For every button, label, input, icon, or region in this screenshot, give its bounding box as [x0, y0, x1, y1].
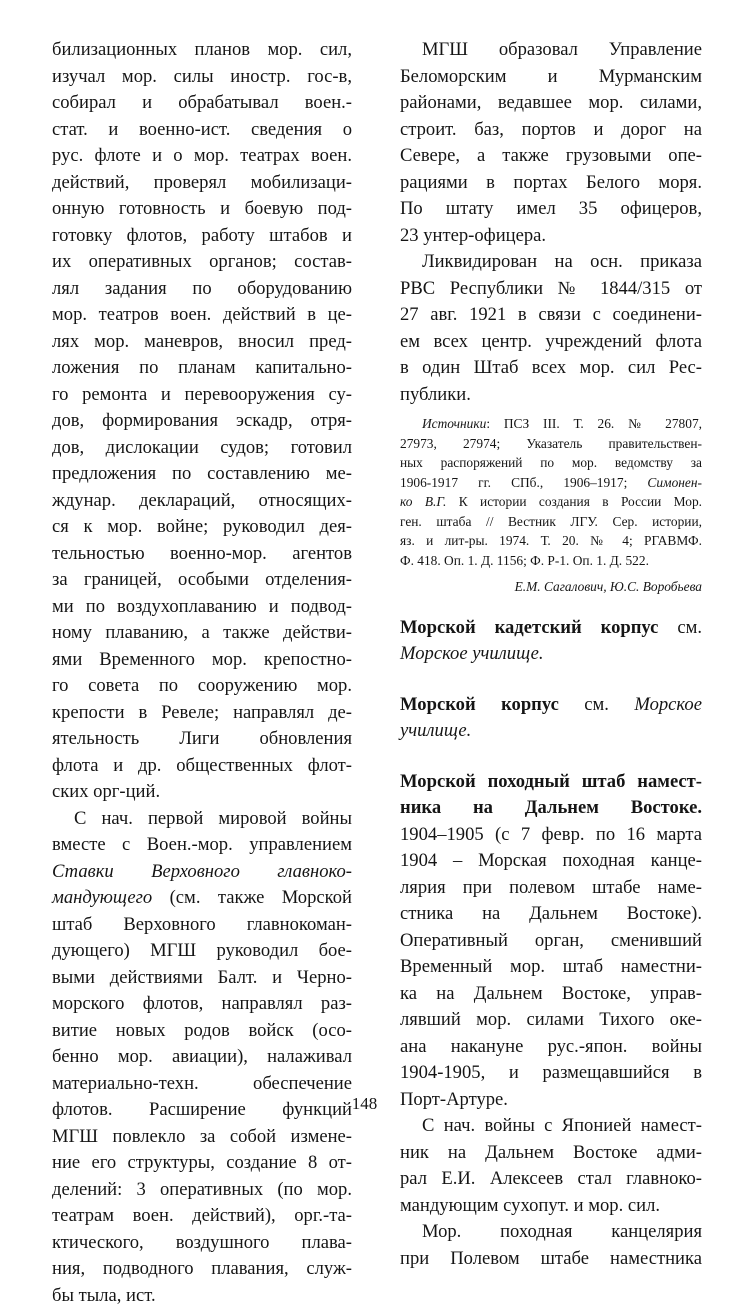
text-line: Порт-Артуре.: [400, 1087, 702, 1114]
text-line: дующего) МГШ руководил бое-: [52, 938, 352, 965]
text-line: По штату имел 35 офицеров,: [400, 196, 702, 223]
text-line: морского флотов, направлял раз-: [52, 991, 352, 1018]
text-line: ка на Дальнем Востоке, управ-: [400, 981, 702, 1008]
entry-title-line: Морской походный штаб намест-: [400, 769, 702, 796]
text-line: ем всех центр. учреждений флота: [400, 329, 702, 356]
text-line: ана накануне рус.-япон. войны: [400, 1034, 702, 1061]
entry-naval-corps: Морской корпус см. Морское: [400, 692, 702, 719]
text-line: ями Временного мор. крепостно-: [52, 647, 352, 674]
left-column: [52, 37, 352, 1309]
text-line: флотов. Расширение функций: [52, 1097, 352, 1124]
text-line: 1904 – Морская походная канце-: [400, 848, 702, 875]
text-line: ктического, воздушного плава-: [52, 1230, 352, 1257]
entry-cross-reference: училище.: [400, 718, 702, 745]
entry-title: Морской корпус: [400, 694, 559, 715]
text-line: ся к мор. войне; руководил дея-: [52, 514, 352, 541]
text-line: ник на Дальнем Востоке адми-: [400, 1140, 702, 1167]
text-line: 1904–1905 (с 7 февр. по 16 марта: [400, 822, 702, 849]
text-line: онную готовность и боевую под-: [52, 196, 352, 223]
text-line: ложения по планам капитально-: [52, 355, 352, 382]
text-line: тельностью военно-мор. агентов: [52, 541, 352, 568]
text-line: мор. театров воен. действий в це-: [52, 302, 352, 329]
text-line: стат. и военно-ист. сведения о: [52, 117, 352, 144]
text-line: С нач. первой мировой войны: [52, 806, 352, 833]
text-line: дов, формирования эскадр, отря-: [52, 408, 352, 435]
text-line: флота и др. общественных флот-: [52, 753, 352, 780]
text-line: ятельность Лиги обновления: [52, 726, 352, 753]
text-line: ния, подводного плавания, служ-: [52, 1256, 352, 1283]
text-line: Ликвидирован на осн. приказа: [400, 249, 702, 276]
sources-block: [400, 414, 702, 597]
text-line: мандующего (см. также Морской: [52, 885, 352, 912]
spacer: [400, 597, 702, 615]
text-line: готовку флотов, работу штабов и: [52, 223, 352, 250]
text-line: билизационных планов мор. сил,: [52, 37, 352, 64]
spacer: [400, 668, 702, 692]
sources-line: Ф. 418. Оп. 1. Д. 1156; Ф. Р-1. Оп. 1. Д. 522.: [400, 551, 702, 571]
text-line: их оперативных органов; состав-: [52, 249, 352, 276]
entry-cadet-corps: Морской кадетский корпус см.: [400, 615, 702, 642]
sources-line: 1906-1917 гг. СПб., 1906–1917; Симонен-: [400, 473, 702, 493]
text-line: районами, ведавшее мор. силами,: [400, 90, 702, 117]
text-line: 23 унтер-офицера.: [400, 223, 702, 250]
text-line: в один Штаб всех мор. сил Рес-: [400, 355, 702, 382]
sources-line: яз. и лит-ры. 1974. Т. 20. № 4; РГАВМФ.: [400, 531, 702, 551]
text-line: го ремонта и перевооружения су-: [52, 382, 352, 409]
text-line: ми по воздухоплаванию и подвод-: [52, 594, 352, 621]
text-line: ждунар. деклараций, относящих-: [52, 488, 352, 515]
text-line: материально-техн. обеспечение: [52, 1071, 352, 1098]
sources-line: 27973, 27974; Указатель правительствен-: [400, 434, 702, 454]
text-line: дов, дислокации судов; готовил: [52, 435, 352, 462]
text-line: 27 авг. 1921 в связи с соединени-: [400, 302, 702, 329]
text-line: мандующим сухопут. и мор. сил.: [400, 1193, 702, 1220]
entry-cross-reference: Морское училище.: [400, 641, 702, 668]
text-line: собирал и обрабатывал воен.-: [52, 90, 352, 117]
text-line: за границей, особыми отделения-: [52, 567, 352, 594]
text-line: лявший мор. силами Тихого оке-: [400, 1007, 702, 1034]
link-text-line: Ставки Верховного главноко-: [52, 859, 352, 886]
text-line: штаб Верховного главнокоман-: [52, 912, 352, 939]
text-line: МГШ образовал Управление: [400, 37, 702, 64]
text-line: при Полевом штабе наместника: [400, 1246, 702, 1273]
sources-line: ных распоряжений по мор. ведомству за: [400, 453, 702, 473]
text-line: С нач. войны с Японией намест-: [400, 1113, 702, 1140]
text-line: Севере, а также грузовыми опе-: [400, 143, 702, 170]
article-authors: Е.М. Сагалович, Ю.С. Воробьева: [400, 577, 702, 597]
text-line: изучал мор. силы иностр. гос-в,: [52, 64, 352, 91]
sources-line: ко В.Г. К истории создания в России Мор.: [400, 492, 702, 512]
text-line: лял задания по оборудованию: [52, 276, 352, 303]
text-line: лярия при полевом штабе наме-: [400, 875, 702, 902]
text-line: Временный мор. штаб наместни-: [400, 954, 702, 981]
text-line: крепости в Ревеле; направлял де-: [52, 700, 352, 727]
text-line: рациями в портах Белого моря.: [400, 170, 702, 197]
text-line: стника на Дальнем Востоке).: [400, 901, 702, 928]
text-line: Беломорским и Мурманским: [400, 64, 702, 91]
sources-line: Источники: ПСЗ III. Т. 26. № 27807,: [400, 414, 702, 434]
text-line: Оперативный орган, сменивший: [400, 928, 702, 955]
text-line: публики.: [400, 382, 702, 409]
text-line: 1904-1905, и размещавшийся в: [400, 1060, 702, 1087]
text-line: ние его структуры, создание 8 от-: [52, 1150, 352, 1177]
text-line: выми действиями Балт. и Черно-: [52, 965, 352, 992]
text-line: театрам воен. действий), орг.-та-: [52, 1203, 352, 1230]
text-line: МГШ повлекло за собой измене-: [52, 1124, 352, 1151]
text-line: го совета по сооружению мор.: [52, 673, 352, 700]
text-line: ному плаванию, а также действи-: [52, 620, 352, 647]
spacer: [400, 745, 702, 769]
text-line: рал Е.И. Алексеев стал главноко-: [400, 1166, 702, 1193]
entry-title-line: ника на Дальнем Востоке.: [400, 795, 702, 822]
text-line: строит. баз, портов и дорог на: [400, 117, 702, 144]
text-line: действий, проверял мобилизаци-: [52, 170, 352, 197]
sources-line: ген. штаба // Вестник ЛГУ. Сер. истории,: [400, 512, 702, 532]
text-line: бы тыла, ист.: [52, 1283, 352, 1309]
text-line: рус. флоте и о мор. театрах воен.: [52, 143, 352, 170]
sources-label: Источники: [422, 416, 486, 431]
text-line: лях мор. маневров, вносил пред-: [52, 329, 352, 356]
text-line: витие новых родов войск (осо-: [52, 1018, 352, 1045]
text-line: РВС Республики № 1844/315 от: [400, 276, 702, 303]
text-line: вместе с Воен.-мор. управлением: [52, 832, 352, 859]
right-column: [400, 37, 702, 1272]
text-line: Мор. походная канцелярия: [400, 1219, 702, 1246]
text-line: делений: 3 оперативных (по мор.: [52, 1177, 352, 1204]
link-text-italic: мандующего: [52, 887, 152, 908]
text-line: бенно мор. авиации), налаживал: [52, 1044, 352, 1071]
entry-title: Морской кадетский корпус: [400, 617, 658, 638]
text-line: предложения по составлению ме-: [52, 461, 352, 488]
text-line: ских орг-ций.: [52, 779, 352, 806]
page-number: 148: [0, 1094, 729, 1114]
